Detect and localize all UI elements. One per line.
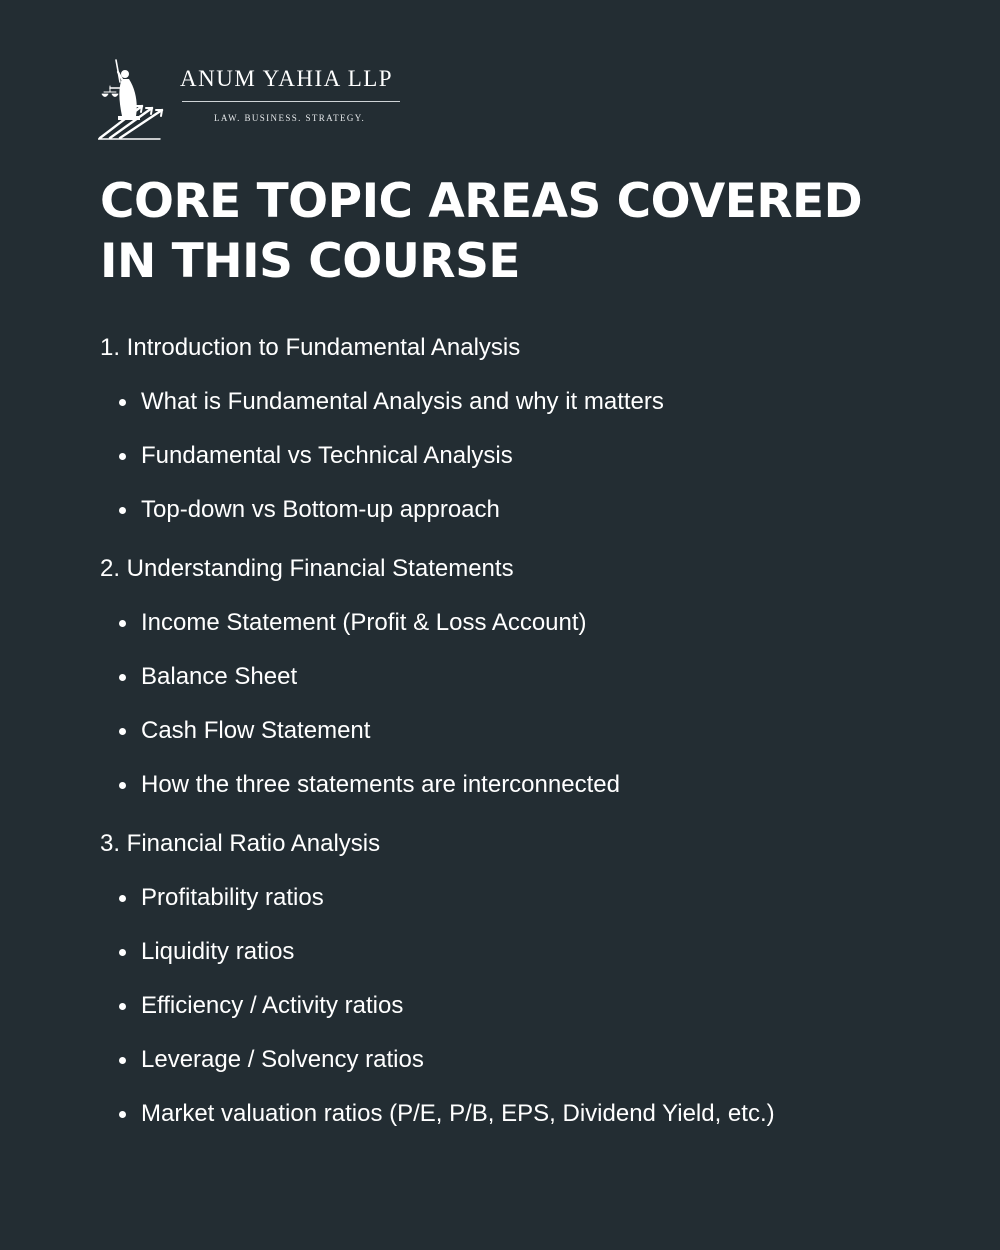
list-item-text: Balance Sheet <box>141 663 298 690</box>
list-item-text: Profitability ratios <box>141 884 324 911</box>
lady-justice-scales-icon <box>98 58 170 140</box>
list-item <box>100 386 920 418</box>
list-item <box>100 882 920 914</box>
bullet-icon <box>119 507 126 514</box>
bullet-icon <box>119 620 126 627</box>
brand-logo <box>98 58 408 142</box>
bullet-icon <box>119 782 126 789</box>
list-item <box>100 607 920 639</box>
bullet-icon <box>119 728 126 735</box>
bullet-icon <box>119 1003 126 1010</box>
section-title: 3. Financial Ratio Analysis <box>100 830 381 857</box>
page-title-line-2: IN THIS COURSE <box>100 234 521 289</box>
list-item-text: What is Fundamental Analysis and why it matters <box>141 388 664 415</box>
list-item-text: Liquidity ratios <box>141 938 295 965</box>
topic-list <box>100 607 920 801</box>
list-item-text: Leverage / Solvency ratios <box>141 1046 424 1073</box>
list-item-text: How the three statements are interconnected <box>141 771 620 798</box>
list-item <box>100 715 920 747</box>
list-item <box>100 440 920 472</box>
bullet-icon <box>119 895 126 902</box>
list-item <box>100 936 920 968</box>
brand-tagline: LAW. BUSINESS. STRATEGY. <box>214 113 366 123</box>
topic-sections <box>100 332 920 1157</box>
section-financial-statements <box>100 553 920 801</box>
list-item-text: Income Statement (Profit & Loss Account) <box>141 609 587 636</box>
list-item <box>100 1098 920 1130</box>
brand-name: ANUM YAHIA LLP <box>180 66 394 91</box>
list-item <box>100 494 920 526</box>
topic-list <box>100 386 920 526</box>
bullet-icon <box>119 949 126 956</box>
section-title: 2. Understanding Financial Statements <box>100 555 514 582</box>
list-item-text: Cash Flow Statement <box>141 717 371 744</box>
list-item-text: Fundamental vs Technical Analysis <box>141 442 513 469</box>
bullet-icon <box>119 1111 126 1118</box>
list-item-text: Market valuation ratios (P/E, P/B, EPS, Dividend Yield, etc.) <box>141 1100 775 1127</box>
bullet-icon <box>119 674 126 681</box>
list-item-text: Efficiency / Activity ratios <box>141 992 404 1019</box>
bullet-icon <box>119 1057 126 1064</box>
list-item <box>100 661 920 693</box>
list-item <box>100 1044 920 1076</box>
section-title: 1. Introduction to Fundamental Analysis <box>100 334 521 361</box>
bullet-icon <box>119 399 126 406</box>
list-item <box>100 769 920 801</box>
section-introduction <box>100 332 920 526</box>
list-item-text: Top-down vs Bottom-up approach <box>141 496 500 523</box>
topic-list <box>100 882 920 1130</box>
section-ratio-analysis <box>100 828 920 1130</box>
page-title-line-1: CORE TOPIC AREAS COVERED <box>100 174 863 229</box>
bullet-icon <box>119 453 126 460</box>
list-item <box>100 990 920 1022</box>
brand-divider <box>182 101 400 102</box>
page-title <box>100 172 920 292</box>
